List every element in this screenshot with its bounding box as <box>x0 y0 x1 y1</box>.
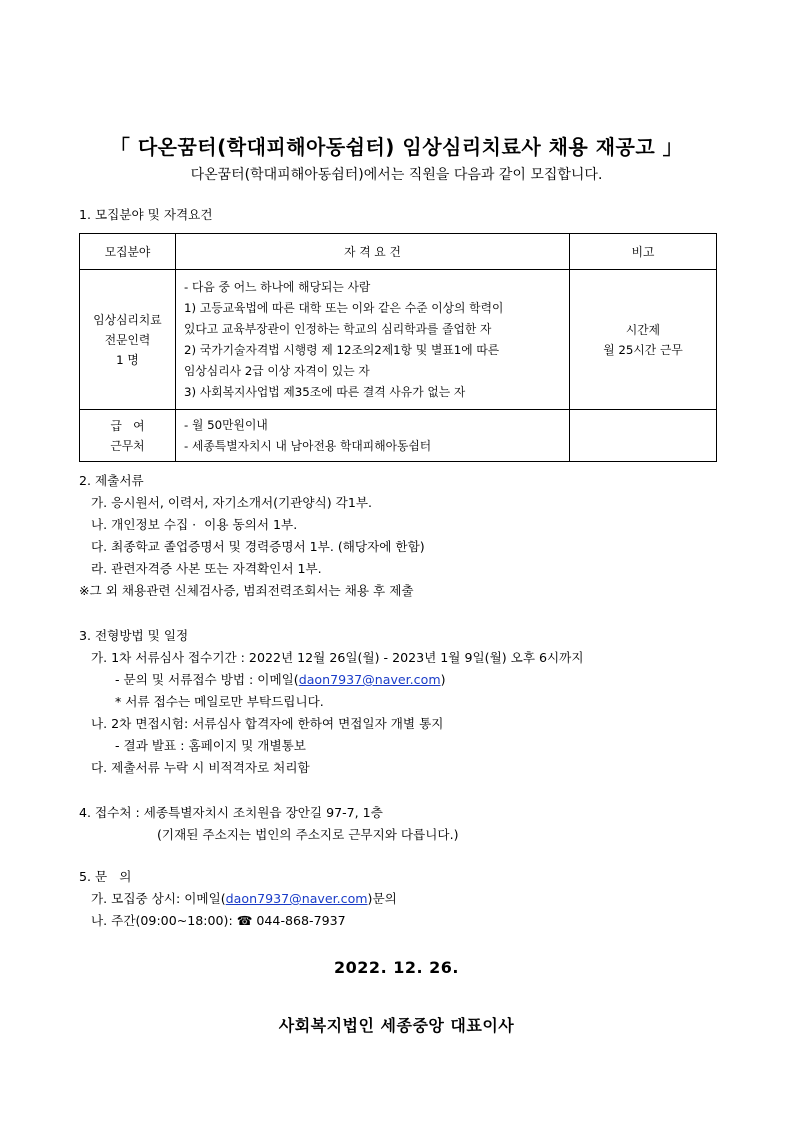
schedule-line: - 결과 발표 : 홈페이지 및 개별통보 <box>115 738 306 753</box>
contact-line <box>91 912 346 929</box>
requirement-line: 있다고 교육부장관이 인정하는 학교의 심리학과를 졸업한 자 <box>184 321 492 336</box>
list-item: 나. 개인정보 수집 · 이용 동의서 1부. <box>91 517 298 532</box>
note-line: 월 25시간 근무 <box>603 342 683 357</box>
requirements-cell <box>176 410 570 462</box>
schedule-text: ) <box>440 672 446 687</box>
schedule-line: 나. 2차 면접시험: 서류심사 합격자에 한하여 면접일자 개별 통지 <box>91 716 444 731</box>
signature: 사회복지법인 세종중앙 대표이사 <box>278 1016 515 1035</box>
schedule-line: * 서류 접수는 메일로만 부탁드립니다. <box>115 694 324 709</box>
field-line: 임상심리치료 <box>93 312 162 327</box>
contact-text: 나. 주간(09:00~18:00): <box>91 913 237 928</box>
schedule-line <box>115 671 446 688</box>
email-link[interactable]: daon7937@naver.com <box>298 672 441 687</box>
list-item: 다. 최종학교 졸업증명서 및 경력증명서 1부. (해당자에 한함) <box>91 539 425 554</box>
note-cell <box>570 270 717 410</box>
list-item: 라. 관련자격증 사본 또는 자격확인서 1부. <box>91 561 322 576</box>
schedule-text: - 문의 및 서류접수 방법 : 이메일( <box>115 672 299 687</box>
field-line: 근무처 <box>110 438 145 453</box>
requirement-line: 2) 국가기술자격법 시행령 제 12조의2제1항 및 별표1에 따른 <box>184 342 500 357</box>
contact-text: 가. 모집중 상시: 이메일( <box>91 891 226 906</box>
table-header-row <box>80 234 717 270</box>
contact-line <box>91 890 397 907</box>
requirements-cell <box>176 270 570 410</box>
schedule-line: 다. 제출서류 누락 시 비적격자로 처리함 <box>91 760 310 775</box>
header-field: 모집분야 <box>80 234 176 270</box>
table-row <box>80 270 717 410</box>
list-item: 가. 응시원서, 이력서, 자기소개서(기관양식) 각1부. <box>91 495 373 510</box>
section1-heading: 1. 모집분야 및 자격요건 <box>79 207 213 222</box>
section5-heading: 5. 문 의 <box>79 869 132 884</box>
note-cell <box>570 410 717 462</box>
section4-address: 4. 접수처 : 세종특별자치시 조치원읍 장안길 97-7, 1층 <box>79 805 383 820</box>
page-title: 「 다온꿈터(학대피해아동쉼터) 임상심리치료사 채용 재공고 」 <box>109 135 684 159</box>
header-requirements: 자 격 요 건 <box>176 234 570 270</box>
field-line: 전문인력 <box>104 332 151 347</box>
note-line: 시간제 <box>625 322 661 337</box>
email-link[interactable]: daon7937@naver.com <box>225 891 368 906</box>
requirement-line: 3) 사회복지사업법 제35조에 따른 결격 사유가 없는 자 <box>184 384 466 399</box>
requirements-table <box>79 233 717 462</box>
table-row <box>80 410 717 462</box>
requirement-line: 임상심리사 2급 이상 자격이 있는 자 <box>184 363 370 378</box>
phone-number: 044-868-7937 <box>252 913 346 928</box>
requirement-line: - 월 50만원이내 <box>184 417 268 432</box>
field-line: 1 명 <box>116 352 139 367</box>
field-cell <box>80 270 176 410</box>
section2-note: ※그 외 채용관련 신체검사증, 범죄전력조회서는 채용 후 제출 <box>79 583 414 598</box>
page-subtitle: 다온꿈터(학대피해아동쉼터)에서는 직원을 다음과 같이 모집합니다. <box>190 167 603 183</box>
requirement-line: - 세종특별자치시 내 남아전용 학대피해아동쉼터 <box>184 438 432 453</box>
field-cell <box>80 410 176 462</box>
section3-heading: 3. 전형방법 및 일정 <box>79 628 189 643</box>
requirement-line: 1) 고등교육법에 따른 대학 또는 이와 같은 수준 이상의 학력이 <box>184 300 504 315</box>
requirement-line: - 다음 중 어느 하나에 해당되는 사람 <box>184 279 371 294</box>
contact-text: )문의 <box>367 891 397 906</box>
schedule-line: 가. 1차 서류심사 접수기간 : 2022년 12월 26일(월) - 2023년 1월 9일(월) 오후 6시까지 <box>91 650 584 665</box>
header-note: 비고 <box>570 234 717 270</box>
section2-heading: 2. 제출서류 <box>79 473 144 488</box>
section4-note: (기재된 주소지는 법인의 주소지로 근무지와 다릅니다.) <box>157 827 459 842</box>
phone-icon: ☎ <box>236 913 253 928</box>
field-line: 급 여 <box>110 418 145 433</box>
posting-date: 2022. 12. 26. <box>334 958 459 977</box>
